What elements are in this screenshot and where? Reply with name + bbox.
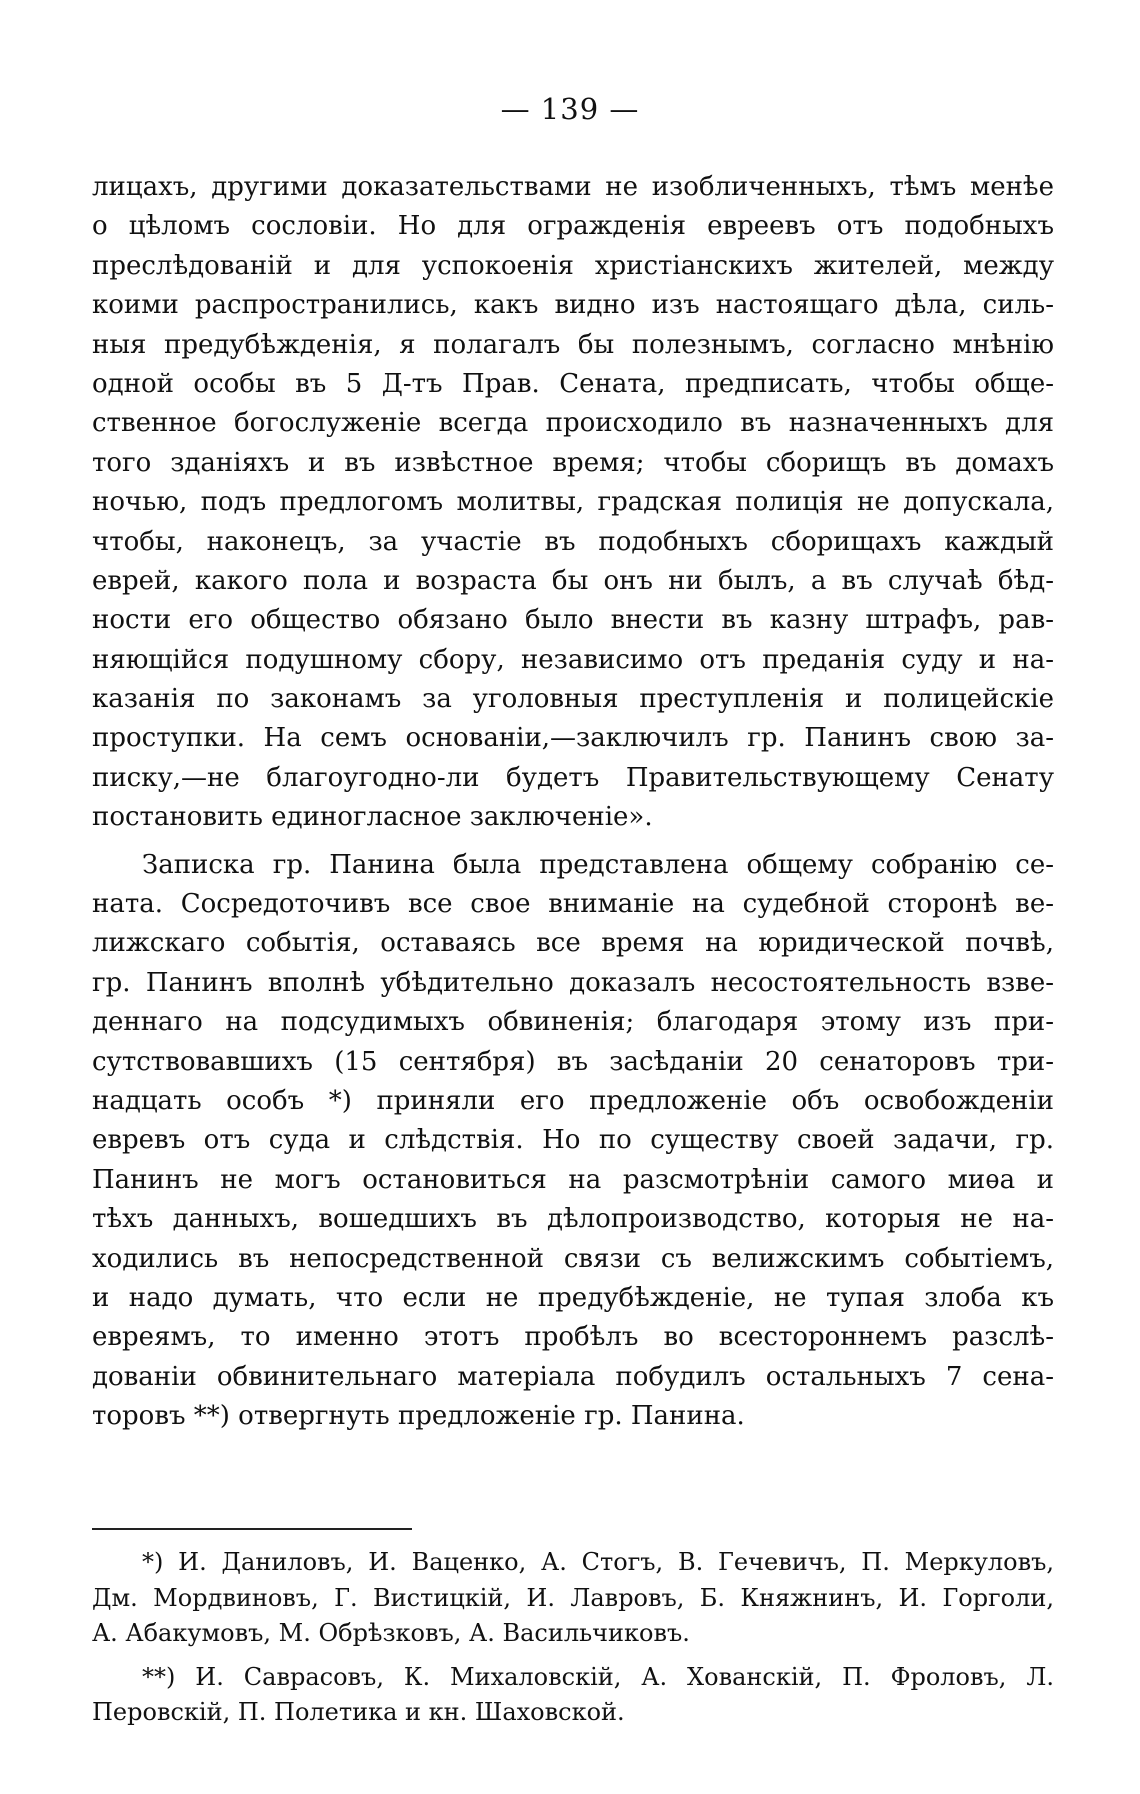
- text-line: о цѣломъ сословіи. Но для огражденія евреевъ отъ подобныхъ: [92, 211, 1054, 242]
- text-line: того зданіяхъ и въ извѣстное время; чтобы сборищъ въ домахъ: [92, 447, 1054, 478]
- text-line: ходились въ непосредственной связи съ велижскимъ событіемъ,: [92, 1243, 1054, 1274]
- paragraph-1: [92, 168, 1054, 838]
- footnote-divider: [92, 1528, 412, 1530]
- main-text: [92, 168, 1054, 1437]
- footnote-line: Перовскій, П. Полетика и кн. Шаховской.: [92, 1698, 625, 1726]
- text-line: гр. Панинъ вполнѣ убѣдительно доказалъ несостоятельность взве-: [92, 967, 1054, 998]
- text-line: преслѣдованій и для успокоенія христіанскихъ жителей, между: [92, 250, 1054, 281]
- text-line: Панинъ не могъ остановиться на разсмотрѣніи самого миѳа и: [92, 1164, 1054, 1195]
- text-line: казанія по законамъ за уголовныя преступленія и полицейскіе: [92, 684, 1054, 715]
- footnote-line: А. Абакумовъ, М. Обрѣзковъ, А. Васильчиковъ.: [92, 1619, 690, 1647]
- text-line: лицахъ, другими доказательствами не изобличенныхъ, тѣмъ менѣе: [92, 172, 1054, 202]
- text-line: евреямъ, то именно этотъ пробѣлъ во всестороннемъ разслѣ-: [92, 1322, 1054, 1353]
- text-line: одной особы въ 5 Д-тъ Прав. Сената, предписать, чтобы обще-: [92, 368, 1054, 399]
- text-line: лижскаго событія, оставаясь все время на юридической почвѣ,: [92, 928, 1054, 959]
- text-line: чтобы, наконецъ, за участіе въ подобныхъ сборищахъ каждый: [92, 526, 1054, 557]
- text-line: няющійся подушному сбору, независимо отъ преданія суду и на-: [92, 644, 1054, 675]
- footnote-gap: [92, 1652, 1054, 1660]
- text-line: коими распространились, какъ видно изъ настоящаго дѣла, силь-: [92, 290, 1054, 321]
- text-line: ности его общество обязано было внести въ казну штрафъ, рав-: [92, 605, 1054, 636]
- footnotes: [92, 1545, 1054, 1731]
- text-line: дованіи обвинительнаго матеріала побудилъ остальныхъ 7 сена-: [92, 1361, 1054, 1392]
- text-line: еврей, какого пола и возраста бы онъ ни былъ, а въ случаѣ бѣд-: [92, 565, 1054, 596]
- text-line: ственное богослуженіе всегда происходило въ назначенныхъ для: [92, 408, 1054, 439]
- footnote-line: Дм. Мордвиновъ, Г. Вистицкій, И. Лавровъ, Б. Княжнинъ, И. Горголи,: [92, 1583, 1054, 1612]
- footnote-line: *) И. Даниловъ, И. Ваценко, А. Стогъ, В. Гечевичъ, П. Меркуловъ,: [142, 1548, 1054, 1576]
- text-line: и надо думать, что если не предубѣжденіе, не тупая злоба къ: [92, 1282, 1054, 1313]
- paragraph-gap: [92, 838, 1054, 846]
- text-line: торовъ **) отвергнуть предложеніе гр. Панина.: [92, 1401, 745, 1432]
- footnote-1: [92, 1545, 1054, 1652]
- paragraph-2: [92, 846, 1054, 1437]
- text-line: ночью, подъ предлогомъ молитвы, градская полиція не допускала,: [92, 487, 1054, 518]
- text-line: постановить единогласное заключеніе».: [92, 802, 653, 833]
- text-line: деннаго на подсудимыхъ обвиненія; благодаря этому изъ при-: [92, 1007, 1054, 1038]
- text-line: проступки. На семъ основаніи,—заключилъ гр. Панинъ свою за-: [92, 723, 1054, 754]
- text-line: евревъ отъ суда и слѣдствія. Но по существу своей задачи, гр.: [92, 1125, 1054, 1156]
- text-line: Записка гр. Панина была представлена общему собранію се-: [142, 849, 1054, 880]
- footnote-2: [92, 1660, 1054, 1731]
- text-line: надцать особъ *) приняли его предложеніе объ освобожденіи: [92, 1085, 1054, 1116]
- text-line: ныя предубѣжденія, я полагалъ бы полезнымъ, согласно мнѣнію: [92, 329, 1054, 360]
- page-number: — 139 —: [500, 92, 640, 126]
- text-line: писку,—не благоугодно-ли будетъ Правительствующему Сенату: [92, 762, 1054, 793]
- text-line: сутствовавшихъ (15 сентября) въ засѣданіи 20 сенаторовъ три-: [92, 1046, 1054, 1077]
- text-line: тѣхъ данныхъ, вошедшихъ въ дѣлопроизводство, которыя не на-: [92, 1204, 1054, 1235]
- text-line: ната. Сосредоточивъ все свое вниманіе на судебной сторонѣ ве-: [92, 889, 1054, 920]
- footnote-line: **) И. Саврасовъ, К. Михаловскій, А. Хованскій, П. Фроловъ, Л.: [142, 1662, 1054, 1691]
